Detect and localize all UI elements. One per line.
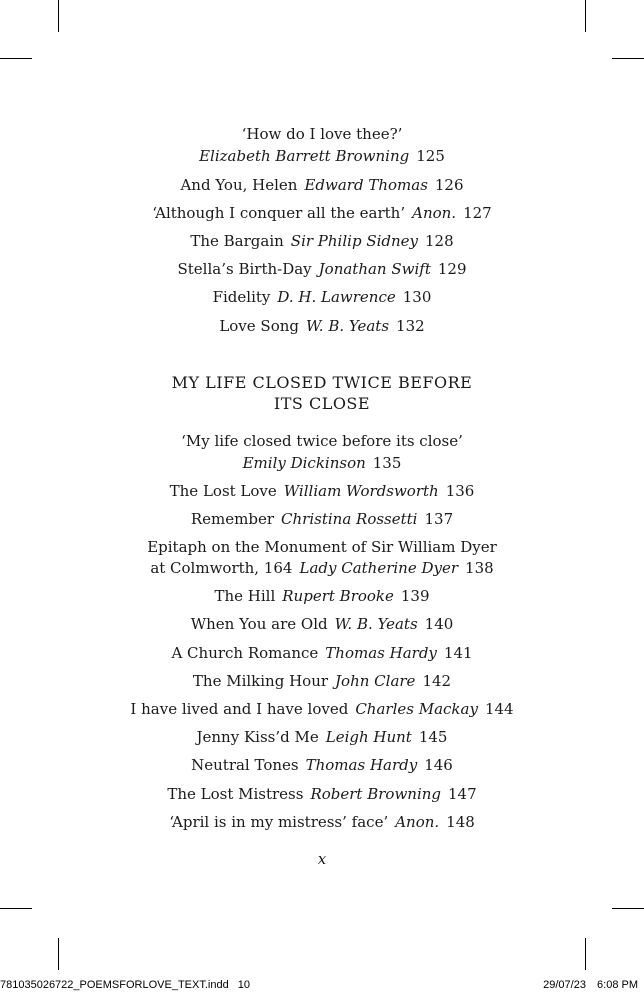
crop-mark-right-bottom [612,908,644,909]
toc-entry [0,783,644,805]
toc-entry [0,613,644,635]
poem-title: ‘My life closed twice before its close’ [181,432,463,450]
page-number: 148 [446,813,475,831]
page-number: 136 [445,482,475,500]
page-number: 128 [425,232,454,250]
poem-title: Epitaph on the Monument of Sir William Dyer [147,538,497,556]
crop-mark-top-right [585,0,586,32]
toc-entry [0,452,644,474]
poem-title: The Lost Love [169,482,277,500]
page-number: 139 [400,587,430,605]
poem-title: The Lost Mistress [167,785,304,803]
toc-entry [0,811,644,833]
poem-author: Leigh Hunt [325,728,412,746]
crop-mark-bottom-right [585,938,586,970]
crop-mark-top-left [58,0,59,32]
toc-entry [0,754,644,776]
poem-author: Emily Dickinson [242,454,366,472]
page-number: 137 [424,510,454,528]
page-number: 135 [372,454,402,472]
poem-title: Stella’s Birth-Day [177,260,312,278]
page-number: 140 [424,615,454,633]
section-heading [0,372,644,414]
poem-title: ‘How do I love thee?’ [241,125,403,143]
toc-entry [0,698,644,720]
poem-author: Rupert Brooke [282,587,394,605]
page-number: 130 [402,288,432,306]
toc-entry [0,286,644,308]
toc-entry [0,557,644,579]
poem-author: William Wordsworth [283,482,439,500]
poem-title: When You are Old [190,615,328,633]
poem-author: Christina Rossetti [281,510,418,528]
poem-title: ‘Although I conquer all the earth’ [152,204,406,222]
poem-title-continued: at Colmworth, 164 [150,559,293,577]
toc-entry [0,174,644,196]
poem-title: Neutral Tones [191,756,299,774]
poem-title: Jenny Kiss’d Me [196,728,319,746]
crop-mark-left-bottom [0,908,32,909]
page-number: 127 [463,204,492,222]
poem-title: Fidelity [212,288,271,306]
poem-author: W. B. Yeats [306,317,390,335]
poem-title: ‘April is in my mistress’ face’ [169,813,389,831]
poem-title: The Bargain [190,232,284,250]
toc-entry [0,145,644,167]
toc-entry [0,315,644,337]
toc-entry [0,480,644,502]
poem-author: Edward Thomas [304,176,428,194]
toc-entry [0,726,644,748]
poem-title: The Milking Hour [192,672,329,690]
toc-entry [0,536,644,558]
page-number: 145 [418,728,448,746]
section-heading-line: MY LIFE CLOSED TWICE BEFORE [171,373,473,392]
poem-title: A Church Romance [171,644,319,662]
toc-entry [0,430,644,452]
page-number: 142 [422,672,452,690]
page-number: 125 [416,147,445,165]
poem-title: The Hill [214,587,276,605]
poem-author: Robert Browning [310,785,442,803]
toc-entry [0,670,644,692]
page-folio: x [317,850,327,868]
poem-author: Sir Philip Sidney [290,232,419,250]
page-number: 132 [396,317,425,335]
toc-entry [0,123,644,145]
crop-mark-bottom-left [58,938,59,970]
toc-entry [0,202,644,224]
poem-author: Lady Catherine Dyer [299,559,459,577]
slug-time: 6:08 PM [597,979,638,991]
poem-author: Thomas Hardy [325,644,437,662]
poem-title: And You, Helen [180,176,298,194]
poem-author: Elizabeth Barrett Browning [199,147,410,165]
toc-entry [0,508,644,530]
crop-mark-right-top [612,58,644,59]
page-number: 126 [434,176,464,194]
page-number: 146 [424,756,453,774]
toc-entry [0,230,644,252]
poem-title: Remember [190,510,275,528]
slug-filename: 781035026722_POEMSFORLOVE_TEXT.indd [0,979,229,991]
poem-title: Love Song [219,317,299,335]
section-heading-line: ITS CLOSE [273,394,371,413]
page-number: 147 [448,785,477,803]
toc-entry [0,585,644,607]
crop-mark-left-top [0,58,32,59]
slug-file [0,979,250,991]
poem-author: Charles Mackay [355,700,478,718]
page-number: 141 [443,644,473,662]
slug-timestamp [543,979,638,991]
toc-entry [0,642,644,664]
page-number: 129 [437,260,467,278]
poem-author: Jonathan Swift [318,260,431,278]
slug-date: 29/07/23 [543,979,586,991]
poem-author: Thomas Hardy [305,756,418,774]
poem-author: Anon. [395,813,440,831]
poem-author: Anon. [412,204,457,222]
page-number: 144 [484,700,514,718]
poem-author: D. H. Lawrence [277,288,396,306]
poem-author: John Clare [335,672,416,690]
page-number: 138 [465,559,494,577]
poem-author: W. B. Yeats [334,615,418,633]
slug-sheet: 10 [237,979,251,991]
poem-title: I have lived and I have loved [130,700,349,718]
toc-entry [0,258,644,280]
